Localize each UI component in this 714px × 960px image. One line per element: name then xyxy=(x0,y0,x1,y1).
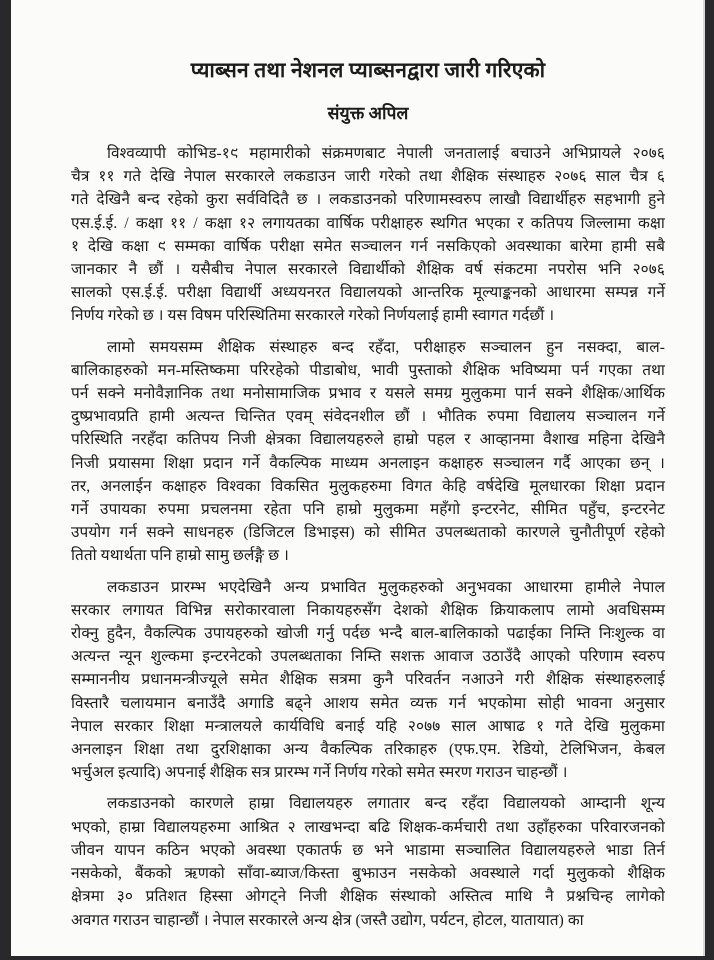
bottom-edge-bar xyxy=(0,956,714,960)
text-line: गते देखिनै बन्द रहेको कुरा सर्वविदितै छ । लकडाउनको परिणामस्वरुप लाखौ विद्यार्थीहरु सहभागी हुने xyxy=(71,191,665,209)
text-line: निर्णय गरेको छ । यस विषम परिस्थितिमा सरकारले गरेको निर्णयलाई हामी स्वागत गर्दछौं । xyxy=(71,307,555,325)
text-line: परिस्थिति नरहँदा कतिपय निजी क्षेत्रका विद्यालयहरुले हाम्रो पहल र आव्हानमा वैशाख महिना देखिनै xyxy=(71,431,665,449)
text-line: एस.ई.ई. / कक्षा ११ / कक्षा १२ लगायतका वार्षिक परीक्षाहरु स्थगित भएका र कतिपय जिल्लामा कक्षा xyxy=(71,214,665,232)
text-line: दुष्प्रभावप्रति हामी अत्यन्त चिन्तित एवम् संवेदनशील छौं । भौतिक रुपमा विद्यालय सञ्चालन गर्ने xyxy=(71,408,665,426)
document-heading: प्याब्सन तथा नेशनल प्याब्सनद्वारा जारी गरिएको xyxy=(190,58,546,82)
text-line: लामो समयसम्म शैक्षिक संस्थाहरु बन्द रहँदा, परीक्षाहरु सञ्चालन हुन नसक्दा, बाल- xyxy=(107,338,665,356)
text-line: लकडाउन प्रारम्भ भएदेखिनै अन्य प्रभावित मुलुकहरुको अनुभवका आधारमा हामीले नेपाल xyxy=(107,578,665,596)
text-line: अवगत गराउन चाहान्छौं । नेपाल सरकारले अन्य क्षेत्र (जस्तै उद्योग, पर्यटन, होटल, यातायात) का xyxy=(71,911,584,929)
text-line: निजी प्रयासमा शिक्षा प्रदान गर्ने वैकल्पिक माध्यम अनलाइन कक्षाहरु सञ्चालन गर्दै आएका छन् । xyxy=(71,454,665,472)
text-line: अत्यन्त न्यून शुल्कमा इन्टरनेटको उपलब्धताका निम्ति सशक्त आवाज उठाउँदै आएको परिणाम स्वरुप xyxy=(71,648,665,666)
paragraph xyxy=(71,792,665,931)
text-line: सरकार लगायत विभिन्न सरोकारवाला निकायहरुसँग देशको शैक्षिक क्रियाकलाप लामो अवधिसम्म xyxy=(71,601,665,619)
text-line: उपयोग गर्न सक्ने साधनहरु (डिजिटल डिभाइस) को सीमित उपलब्धताको कारणले चुनौतीपूर्ण रहेको xyxy=(71,524,665,542)
text-line: सालको एस.ई.ई. परीक्षा विद्यार्थी अध्ययनरत विद्यालयको आन्तरिक मूल्याङ्कनको आधारमा सम्पन्न गर्ने xyxy=(71,284,665,302)
left-edge-bar xyxy=(0,0,11,960)
text-line: अनलाइन शिक्षा तथा दुरशिक्षाका अन्य वैकल्पिक तरिकाहरु (एफ.एम. रेडियो, टेलिभिजन, केबल xyxy=(71,741,665,759)
text-line: बालिकाहरुको मन-मस्तिष्कमा परिरहेको पीडाबोध, भावी पुस्ताको शैक्षिक भविष्यमा पर्न गएका तथा xyxy=(71,361,665,379)
text-line: विस्तारै चलायमान बनाउँदै अगाडि बढ्ने आशय समेत व्यक्त गर्न भएकोमा सोही भावना अनुसार xyxy=(71,694,665,712)
text-line: तर, अनलाईन कक्षाहरु विश्वका विकसित मुलुकहरुमा विगत केहि वर्षदेखि मूलधारका शिक्षा प्रदान xyxy=(71,477,665,495)
text-line: नसकेको, बैंकको ऋणको साँवा-ब्याज/किस्ता बुझाउन नसकेको अवस्थाले गर्दा मुलुकको शैक्षिक xyxy=(71,865,665,883)
text-line: भएको, हाम्रा विद्यालयहरुमा आश्रित २ लाखभन्दा बढि शिक्षक-कर्मचारी तथा उहाँहरुका परिवारजनको xyxy=(71,818,665,836)
text-line: जानकार नै छौं । यसैबीच नेपाल सरकारले विद्यार्थीको शैक्षिक वर्ष संकटमा नपरोस भनि २०७६ xyxy=(71,261,665,279)
text-line: क्षेत्रमा ३० प्रतिशत हिस्सा ओगट्ने निजी शैक्षिक संस्थाको अस्तित्व माथि नै प्रश्नचिन्ह लागेको xyxy=(71,888,665,906)
paragraph xyxy=(71,142,665,328)
text-line: नेपाल सरकार शिक्षा मन्त्रालयले कार्यविधि बनाई यहि २०७७ साल आषाढ १ गते देखि मुलुकमा xyxy=(71,717,665,735)
text-line: लकडाउनको कारणले हाम्रा विद्यालयहरु लगातार बन्द रहँदा विद्यालयको आम्दानी शून्य xyxy=(107,795,665,813)
text-line: तितो यथार्थता पनि हाम्रो सामु छर्लङ्गै छ । xyxy=(71,547,289,565)
text-line: चैत्र ११ गते देखि नेपाल सरकारले लकडाउन जारी गरेको तथा शैक्षिक संस्थाहरु २०७६ साल चैत्र ६ xyxy=(71,168,665,186)
document-page xyxy=(11,0,703,956)
text-line: विश्वव्यापी कोभिड-१९ महामारीको संक्रमणबाट नेपाली जनतालाई बचाउने अभिप्रायले २०७६ xyxy=(107,145,665,162)
paragraph xyxy=(71,336,665,568)
text-line: जीवन यापन कठिन भएको अवस्था एकातर्फ छ भने भाडामा सञ्चालित विद्यालयहरुले भाडा तिर्न xyxy=(71,841,665,859)
text-line: सम्माननीय प्रधानमन्त्रीज्यूले समेत शैक्षिक सत्रमा कुनै परिवर्तन नआउने गरी शैक्षिक संस्थाहरुलाई xyxy=(71,671,665,689)
text-line: भर्चुअल इत्यादि) अपनाई शैक्षिक सत्र प्रारम्भ गर्ने निर्णय गरेको समेत स्मरण गराउन चाहन्छौं । xyxy=(71,764,568,782)
text-line: गर्ने उपायका रुपमा प्रचलनमा रहेता पनि हाम्रो मुलुकमा महँगो इन्टरनेट, सीमित पहुँच, इन्टरनेट xyxy=(71,501,665,519)
text-line: १ देखि कक्षा ९ सम्मका वार्षिक परीक्षा समेत सञ्चालन गर्न नसकिएको अवस्थाका बारेमा हामी सबै xyxy=(71,237,665,255)
text-line: रोक्नु हुदैन, वैकल्पिक उपायहरुको खोजी गर्नु पर्दछ भन्दै बाल-बालिकाको पढाईका निम्ति निःशुल्क वा xyxy=(71,625,665,643)
document-subheading: संयुक्त अपिल xyxy=(327,103,409,123)
document-body xyxy=(71,142,665,932)
right-edge-bar xyxy=(703,0,714,960)
paragraph xyxy=(71,576,665,785)
text-line: पर्न सक्ने मनोवैज्ञानिक तथा मनोसामाजिक प्रभाव र यसले समग्र मुलुकमा पार्न सक्ने शैक्षिक/आर्थिक xyxy=(71,385,665,403)
